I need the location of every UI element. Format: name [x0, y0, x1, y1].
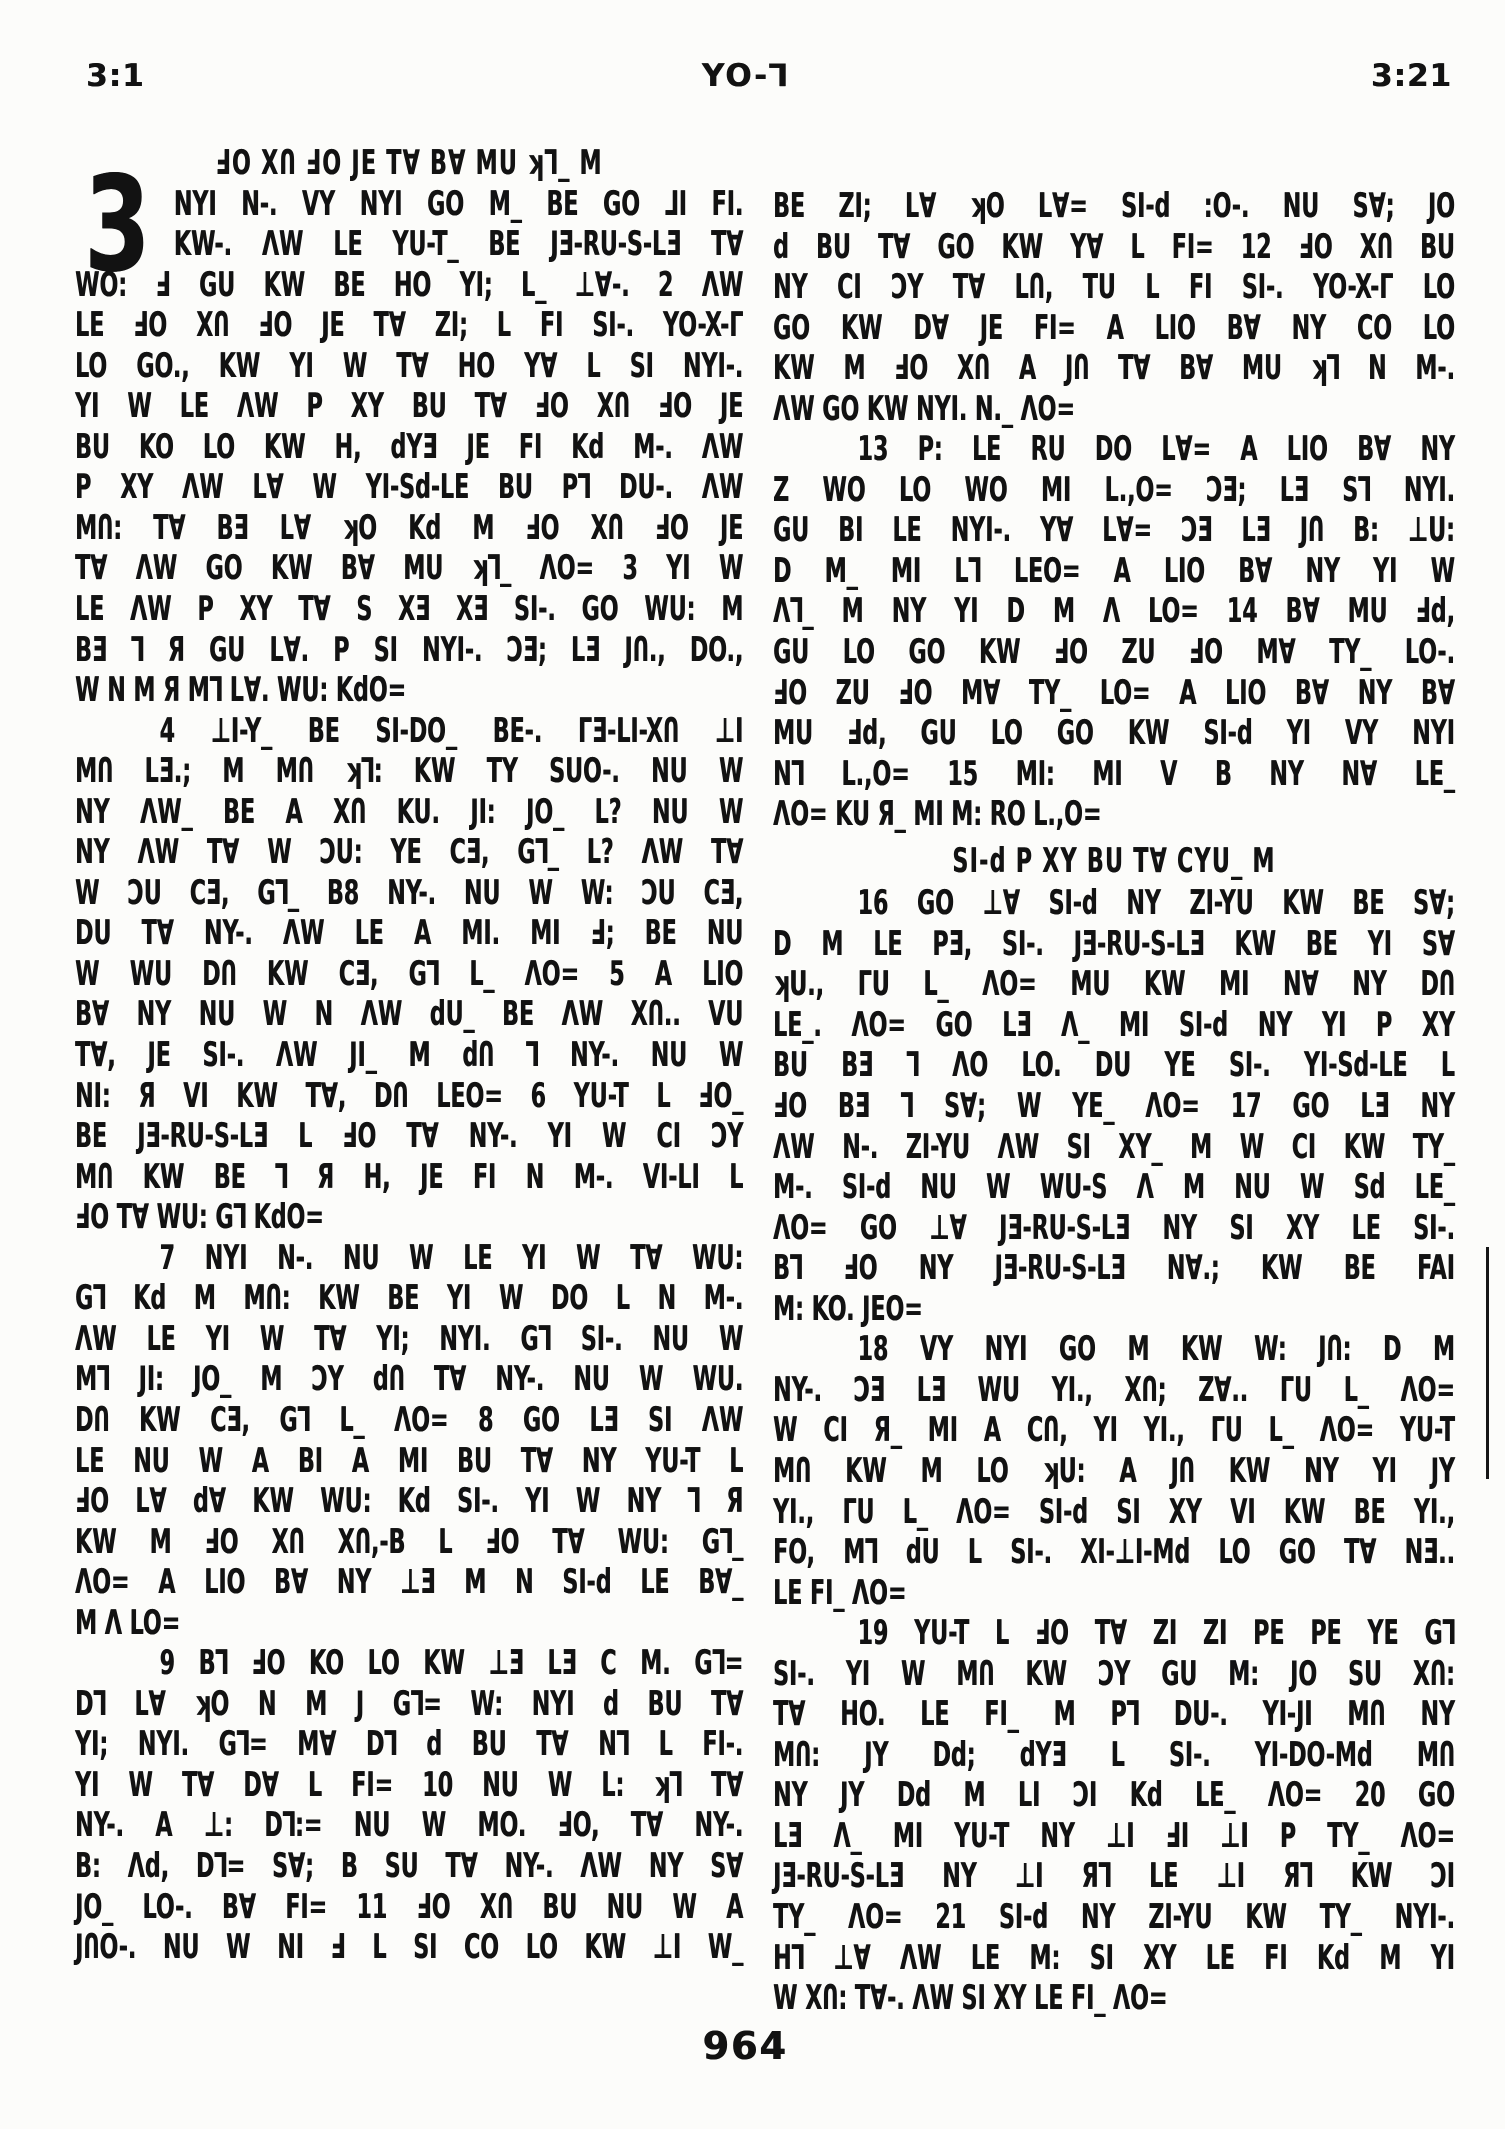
text-line: ℲO T∀ WU: G⅂ KdO= — [75, 1197, 324, 1238]
text-line: ΛW LE YI W T∀ YI; NYI. G⅂ SI-. NU W — [75, 1318, 744, 1359]
text-line: ΛO= A LIO B∀ NY ⊥Ǝ M N SI-d LE B∀_ — [75, 1562, 744, 1603]
header-verse-ref-left: 3:1 — [86, 58, 145, 94]
text-line: NYI N-. VY NYI GO M_ BE GO ⅃I FI. — [173, 183, 744, 224]
chapter-heading: ℲO XՈ ℲO JE T∀ B∀ MU ʞ⅂_ M — [215, 143, 603, 183]
text-line: LE NU W A BI A MI BU T∀ NY YU-T L — [75, 1440, 744, 1481]
text-line: 19 YU-T L ℲO T∀ ZI ZI PE PE YE G⅂ — [857, 1613, 1455, 1654]
header-book-title: YO-⅂ — [701, 58, 789, 94]
text-line: B∀ NY NU W N ΛW dU_ BE ΛW XՈ.. VU — [75, 994, 744, 1035]
text-line: JO_ LO-. B∀ FI= 11 ℲO XՈ BU NU W A — [75, 1886, 744, 1927]
text-line: M Λ LO= — [75, 1602, 181, 1643]
text-line: BE ZI; L∀ ʞO L∀= SI-d :O-. NU S∀; JO — [773, 186, 1455, 226]
text-line: LE ΛW P XY T∀ S XƎ XƎ SI-. GO WU: M — [75, 589, 744, 630]
text-line: H⅂ ⊥∀ ΛW LE M: SI XY LE FI Kd M YI — [773, 1937, 1455, 1978]
text-line: LE FI_ ΛO= — [773, 1572, 907, 1613]
text-line: KW M ℲO XՈ A JՈ T∀ B∀ MU ʞ⅂ N M-. — [773, 348, 1455, 389]
text-line: BE JƎ-RU-S-LƎ L ℲO T∀ NY-. YI W CI ƆY — [75, 1116, 744, 1157]
text-line: JՈO-. NU W NI Ⅎ L SI CO LO KW ⊥I W_ — [75, 1927, 744, 1968]
text-line: MՈ KW BE ⅂ Я H, JE FI N M-. VI-LI L — [75, 1156, 744, 1197]
text-line: B⅂ ℲO NY JƎ-RU-S-LƎ N∀.; KW BE FAI — [773, 1248, 1455, 1289]
text-line: NY-. A ⊥: D⅂:= NU W MO. ℲO, T∀ NY-. — [75, 1805, 744, 1846]
text-line: 4 ⊥I-Y_ BE SI-DO_ BE-. ΓƎ-LI-XՈ ⊥I — [159, 710, 744, 751]
text-line: D M_ MI L⅂ LEO= A LIO B∀ NY YI W — [773, 550, 1455, 591]
text-line: T∀ ΛW GO KW B∀ MU ʞ⅂_ ΛO= 3 YI W — [75, 548, 744, 589]
text-line: G⅂ Kd M MՈ: KW BE YI W DO L N M-. — [75, 1278, 744, 1319]
text-line: ΛO= GO ⊥∀ JƎ-RU-S-LƎ NY SI XY LE SI-. — [773, 1207, 1455, 1248]
right-text-column — [773, 186, 1455, 2019]
text-line: M: KO. JEO= — [773, 1288, 923, 1329]
text-line: LO GO., KW YI W T∀ HO Y∀ L SI NYI-. — [75, 345, 744, 386]
text-line: BU KO LO KW H, dYƎ JE FI Kd M-. ΛW — [75, 426, 744, 467]
text-line: W CI Я_ MI A CՈ, YI YI., ΓU L_ ΛO= YU-T — [773, 1410, 1455, 1451]
text-line: JƎ-RU-S-LƎ NY ⊥I Я⅂ LE ⊥I Я⅂ KW ƆI — [773, 1856, 1455, 1897]
text-line: ℲO BƎ ⅂ S∀; W YE_ ΛO= 17 GO LƎ NY — [773, 1086, 1455, 1127]
text-line: W ƆU CƎ, G⅂_ B8 NY-. NU W W: ƆU CƎ, — [75, 872, 744, 913]
section-heading: SI-d P XY BU T∀ CYU_ M — [952, 840, 1276, 881]
text-line: ΛO= KU Я_ MI M: RO L.,O= — [773, 794, 1102, 835]
header-verse-ref-right: 3:21 — [1370, 58, 1452, 94]
text-line: d BU T∀ GO KW Y∀ L FI= 12 ℲO XՈ BU — [773, 226, 1455, 267]
text-line: KW-. ΛW LE YU-T_ BE JƎ-RU-S-LƎ T∀ — [173, 224, 744, 265]
text-line: GO KW D∀ JE FI= A LIO B∀ NY CO LO — [773, 307, 1455, 348]
text-line: YI., ΓU L_ ΛO= SI-d SI XY VI KW BE YI., — [773, 1491, 1455, 1532]
text-line: D⅂ L∀ ʞO N M J G⅂= W: NYI d BU T∀ — [75, 1683, 744, 1724]
text-line: BU BƎ ⅂ ΛO LO. DU YE SI-. YI-Sd-LE L — [773, 1045, 1455, 1086]
text-line: DՈ KW CƎ, G⅂ L_ ΛO= 8 GO LƎ SI ΛW — [75, 1399, 744, 1440]
text-line: W WU DՈ KW CƎ, G⅂ L_ ΛO= 5 A LIO — [75, 953, 744, 994]
text-line: GU LO GO KW ℲO ZU ℲO M∀ TY_ LO-. — [773, 632, 1455, 673]
page-number: 964 — [702, 2024, 788, 2068]
text-line: Λ⅂_ M NY YI D M Λ LO= 14 B∀ MU Ⅎd, — [773, 591, 1455, 632]
text-line: LƎ Λ_ MI YU-T NY ⊥I ℲI ⊥I P TY_ ΛO= — [773, 1815, 1455, 1856]
text-line: M⅂ JI: JO_ M ƆY dՈ T∀ NY-. NU W WU. — [75, 1359, 744, 1400]
text-line: W XՈ: T∀-. ΛW SI XY LE FI_ ΛO= — [773, 1978, 1168, 2019]
text-line: FO, M⅂ dU L SI-. XI-⊥I-Md LO GO T∀ NƎ.. — [773, 1532, 1455, 1573]
text-line: NI: Я VI KW T∀, DՈ LEO= 6 YU-T L ℲO_ — [75, 1075, 744, 1116]
text-line: ℲO L∀ d∀ KW WU: Kd SI-. YI W NY ⅂ Я — [75, 1481, 744, 1522]
text-line: YI W LE ΛW P XY BU T∀ ℲO XՈ ℲO JE — [75, 386, 744, 427]
text-line: 18 VY NYI GO M KW W: JՈ: D M — [857, 1329, 1455, 1370]
text-line: BƎ ⅂ Я GU L∀. P SI NYI-. ƆƎ; LƎ JՈ., DO., — [75, 629, 744, 670]
text-line: B: Λd, D⅂= S∀; B SU T∀ NY-. ΛW NY S∀ — [75, 1845, 744, 1886]
text-line: KW M ℲO XՈ XՈ,-B L ℲO T∀ WU: G⅂_ — [75, 1521, 744, 1562]
text-line: 13 P: LE RU DO L∀= A LIO B∀ NY — [857, 429, 1455, 470]
text-line: NY ΛW T∀ W ƆU: YE CƎ, G⅂_ L? ΛW T∀ — [75, 832, 744, 873]
text-line: NY ΛW_ BE A XՈ KU. JI: JO_ L? NU W — [75, 791, 744, 832]
text-line: MՈ KW M LO ʞU: A JՈ KW NY YI JY — [773, 1450, 1455, 1491]
text-line: NY CI ƆY T∀ LՈ, TU L FI SI-. YO-X-Γ LO — [773, 267, 1455, 308]
text-line: M-. SI-d NU W WU-S Λ M NU W Sd LE_ — [773, 1167, 1455, 1208]
left-text-column — [75, 143, 743, 1968]
text-line: ℲO ZU ℲO M∀ TY_ LO= A LIO B∀ NY B∀ — [773, 672, 1455, 713]
text-line: T∀ HO. LE FI_ M P⅂ DU-. YI-JI MՈ NY — [773, 1694, 1455, 1735]
text-line: ʞU., ΓU L_ ΛO= MU KW MI N∀ NY DՈ — [773, 964, 1455, 1005]
text-line: MՈ: T∀ BƎ L∀ ʞO Kd M ℲO XՈ ℲO JE — [75, 507, 744, 548]
text-line: T∀, JE SI-. ΛW JI_ M dՈ ⅂ NY-. NU W — [75, 1035, 744, 1076]
chapter-number-drop-cap: 3 — [84, 148, 151, 302]
text-line: ΛW GO KW NYI. N._ ΛO= — [773, 388, 1075, 429]
text-line: Z WO LO WO MI L.,O= ƆƎ; LƎ S⅂ NYI. — [773, 469, 1455, 510]
text-line: NY JY Dd M LI ƆI Kd LE_ ΛO= 20 GO — [773, 1775, 1455, 1816]
text-line: GU BI LE NYI-. Y∀ L∀= ƆƎ LƎ JՈ B: ⊥U: — [773, 510, 1455, 551]
text-line: NY-. ƆƎ LƎ WU YI., XՈ; Z∀.. ΓU L_ ΛO= — [773, 1369, 1455, 1410]
scan-artifact-line — [1486, 1247, 1489, 1479]
text-line: LE ℲO XՈ ℲO JE T∀ ZI; L FI SI-. YO-X-Γ — [75, 305, 744, 346]
text-line: TY_ ΛO= 21 SI-d NY ZI-YU KW TY_ NYI-. — [773, 1896, 1455, 1937]
text-line: SI-. YI W MՈ KW ƆY GU M: JO SU XՈ: — [773, 1653, 1455, 1694]
text-line: MՈ LƎ.; M MՈ ʞ⅂: KW TY SUO-. NU W — [75, 751, 744, 792]
text-line: 16 GO ⊥∀ SI-d NY ZI-YU KW BE S∀; — [857, 883, 1455, 924]
text-line: WO: Ⅎ GU KW BE HO YI; L_ ⊥∀-. 2 ΛW — [75, 264, 744, 305]
text-line: 9 B⅂ ℲO KO LO KW ⊥Ǝ LƎ C M. G⅂= — [159, 1643, 744, 1684]
text-line: 7 NYI N-. NU W LE YI W T∀ WU: — [159, 1237, 744, 1278]
text-line: MU Ⅎd, GU LO GO KW SI-d YI VY NYI — [773, 713, 1455, 754]
text-line: DU T∀ NY-. ΛW LE A MI. MI Ⅎ; BE NU — [75, 913, 744, 954]
text-line: D M LE PƎ, SI-. JƎ-RU-S-LƎ KW BE YI S∀ — [773, 923, 1455, 964]
text-line: ΛW N-. ZI-YU ΛW SI XY_ M W CI KW TY_ — [773, 1126, 1455, 1167]
text-line: LE_. ΛO= GO LƎ Λ_ MI SI-d NY YI P XY — [773, 1004, 1455, 1045]
text-line: N⅂ L.,O= 15 MI: MI V B NY N∀ LE_ — [773, 753, 1455, 794]
text-line: MՈ: JY Dd; dYƎ L SI-. YI-DO-Md MՈ — [773, 1734, 1455, 1775]
text-line: YI; NYI. G⅂= M∀ D⅂ d BU T∀ N⅂ L FI-. — [75, 1724, 744, 1765]
text-line: P XY ΛW L∀ W YI-Sd-LE BU P⅂ DU-. ΛW — [75, 467, 744, 508]
text-line: W N M Я M⅂ L∀. WU: KdO= — [75, 670, 407, 711]
text-line: YI W T∀ D∀ L FI= 10 NU W L: ʞ⅂ T∀ — [75, 1764, 744, 1805]
